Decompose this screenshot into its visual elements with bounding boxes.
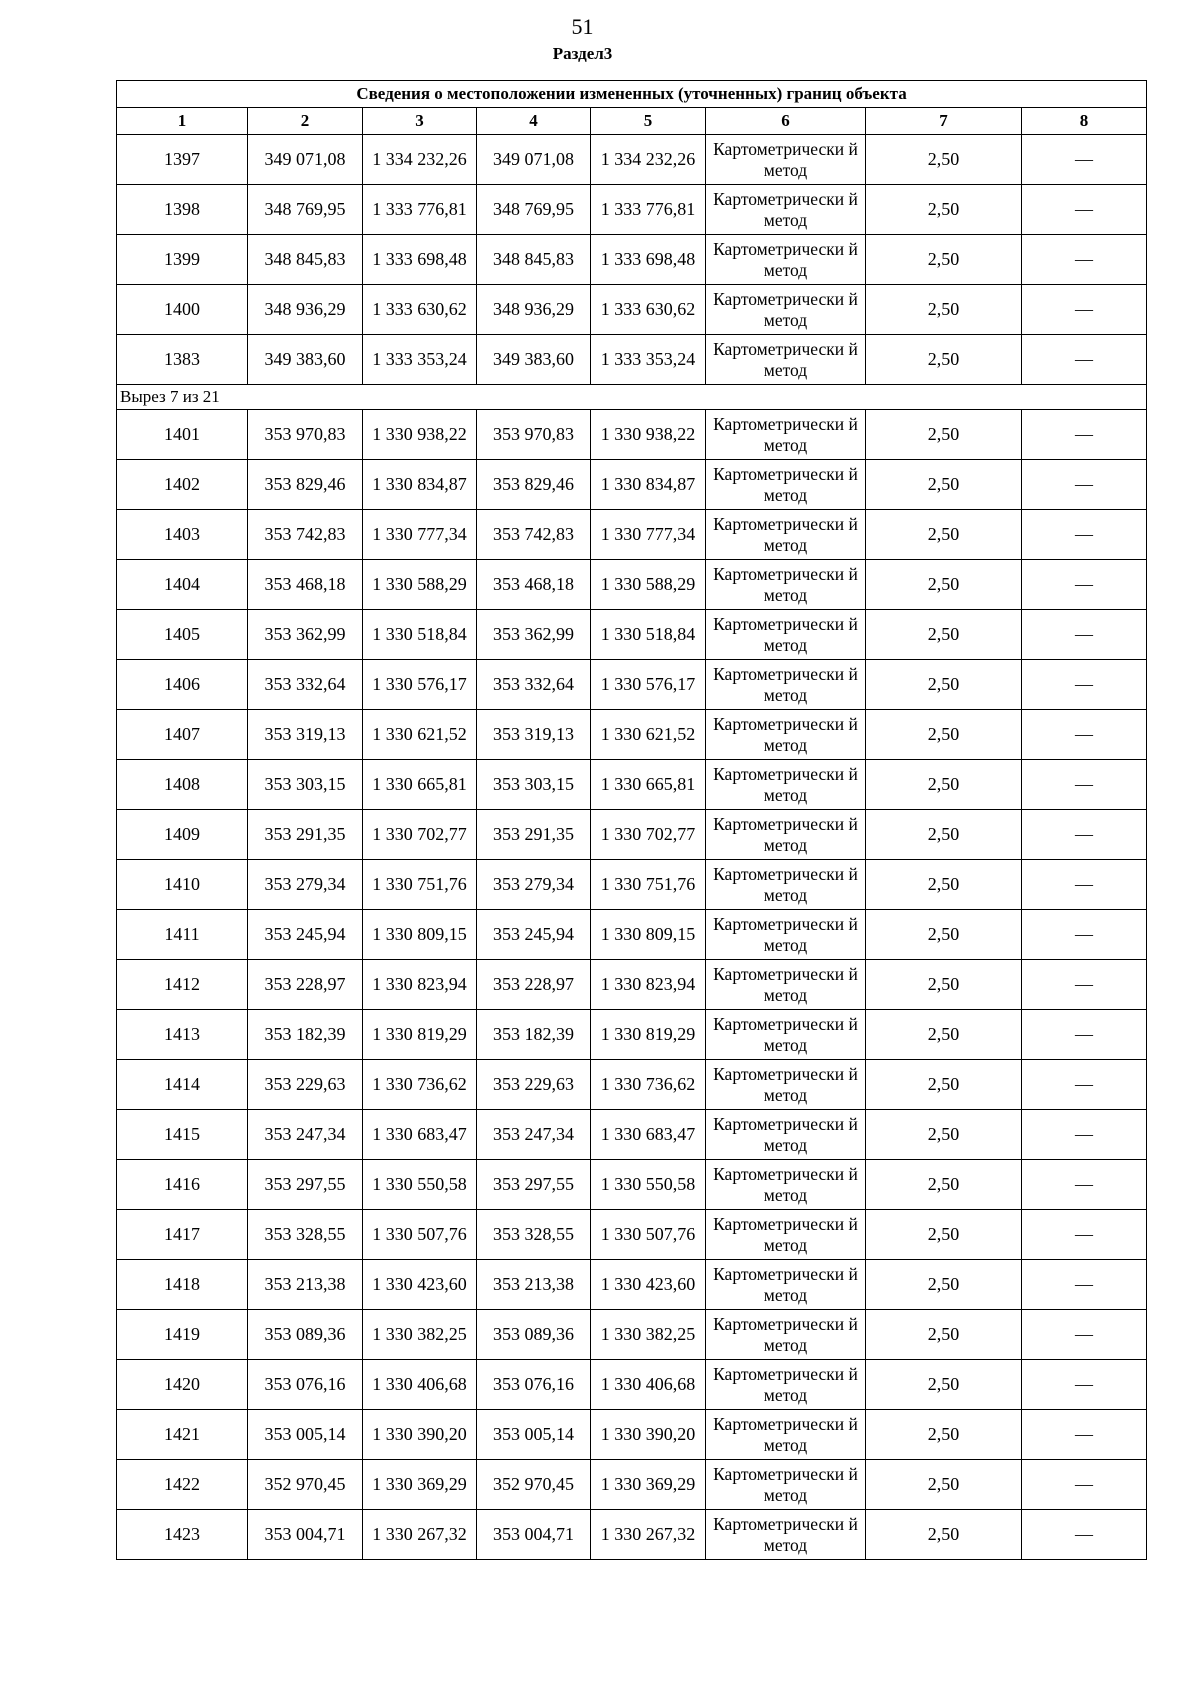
x-coordinate-cell: 353 829,46 (248, 460, 363, 510)
method-cell: Картометрически й метод (706, 760, 866, 810)
description-cell: — (1022, 1010, 1147, 1060)
x-coordinate-cell: 353 468,18 (248, 560, 363, 610)
x-coordinate-cell: 353 319,13 (477, 710, 591, 760)
description-cell: — (1022, 1310, 1147, 1360)
description-cell: — (1022, 135, 1147, 185)
y-coordinate-cell: 1 330 382,25 (591, 1310, 706, 1360)
x-coordinate-cell: 353 319,13 (248, 710, 363, 760)
page-number: 51 (571, 14, 594, 39)
accuracy-cell: 2,50 (866, 760, 1022, 810)
y-coordinate-cell: 1 330 683,47 (363, 1110, 477, 1160)
y-coordinate-cell: 1 330 550,58 (591, 1160, 706, 1210)
method-cell: Картометрически й метод (706, 1260, 866, 1310)
x-coordinate-cell: 349 071,08 (477, 135, 591, 185)
y-coordinate-cell: 1 330 809,15 (363, 910, 477, 960)
x-coordinate-cell: 353 970,83 (248, 410, 363, 460)
point-number-cell: 1400 (117, 285, 248, 335)
description-cell: — (1022, 1110, 1147, 1160)
y-coordinate-cell: 1 330 576,17 (363, 660, 477, 710)
x-coordinate-cell: 348 769,95 (248, 185, 363, 235)
description-cell: — (1022, 285, 1147, 335)
method-cell: Картометрически й метод (706, 960, 866, 1010)
y-coordinate-cell: 1 330 267,32 (591, 1510, 706, 1560)
x-coordinate-cell: 353 076,16 (477, 1360, 591, 1410)
accuracy-cell: 2,50 (866, 560, 1022, 610)
y-coordinate-cell: 1 333 353,24 (363, 335, 477, 385)
point-number-cell: 1403 (117, 510, 248, 560)
y-coordinate-cell: 1 333 630,62 (591, 285, 706, 335)
method-cell: Картометрически й метод (706, 1410, 866, 1460)
x-coordinate-cell: 353 332,64 (248, 660, 363, 710)
description-cell: — (1022, 1210, 1147, 1260)
y-coordinate-cell: 1 330 683,47 (591, 1110, 706, 1160)
point-number-cell: 1414 (117, 1060, 248, 1110)
point-number-cell: 1418 (117, 1260, 248, 1310)
point-number-cell: 1410 (117, 860, 248, 910)
method-cell: Картометрически й метод (706, 1210, 866, 1260)
description-cell: — (1022, 1410, 1147, 1460)
column-number: 7 (866, 108, 1022, 135)
y-coordinate-cell: 1 330 423,60 (591, 1260, 706, 1310)
method-cell: Картометрически й метод (706, 660, 866, 710)
accuracy-cell: 2,50 (866, 1010, 1022, 1060)
y-coordinate-cell: 1 330 423,60 (363, 1260, 477, 1310)
x-coordinate-cell: 353 332,64 (477, 660, 591, 710)
accuracy-cell: 2,50 (866, 810, 1022, 860)
description-cell: — (1022, 1460, 1147, 1510)
point-number-cell: 1411 (117, 910, 248, 960)
y-coordinate-cell: 1 330 938,22 (363, 410, 477, 460)
accuracy-cell: 2,50 (866, 1410, 1022, 1460)
accuracy-cell: 2,50 (866, 1310, 1022, 1360)
method-cell: Картометрически й метод (706, 560, 866, 610)
accuracy-cell: 2,50 (866, 860, 1022, 910)
point-number-cell: 1408 (117, 760, 248, 810)
y-coordinate-cell: 1 333 353,24 (591, 335, 706, 385)
description-cell: — (1022, 335, 1147, 385)
accuracy-cell: 2,50 (866, 1210, 1022, 1260)
x-coordinate-cell: 349 383,60 (248, 335, 363, 385)
point-number-cell: 1417 (117, 1210, 248, 1260)
y-coordinate-cell: 1 330 819,29 (591, 1010, 706, 1060)
accuracy-cell: 2,50 (866, 1160, 1022, 1210)
x-coordinate-cell: 353 279,34 (477, 860, 591, 910)
point-number-cell: 1416 (117, 1160, 248, 1210)
accuracy-cell: 2,50 (866, 185, 1022, 235)
x-coordinate-cell: 353 247,34 (248, 1110, 363, 1160)
y-coordinate-cell: 1 333 776,81 (363, 185, 477, 235)
y-coordinate-cell: 1 330 736,62 (363, 1060, 477, 1110)
x-coordinate-cell: 353 005,14 (477, 1410, 591, 1460)
y-coordinate-cell: 1 330 576,17 (591, 660, 706, 710)
table-row (117, 660, 1147, 710)
method-cell: Картометрически й метод (706, 1460, 866, 1510)
table-row (117, 135, 1147, 185)
table-row (117, 910, 1147, 960)
y-coordinate-cell: 1 330 518,84 (591, 610, 706, 660)
y-coordinate-cell: 1 330 267,32 (363, 1510, 477, 1560)
x-coordinate-cell: 353 005,14 (248, 1410, 363, 1460)
table-caption: Сведения о местоположении измененных (уточненных) границ объекта (117, 81, 1147, 108)
description-cell: — (1022, 1260, 1147, 1310)
point-number-cell: 1399 (117, 235, 248, 285)
x-coordinate-cell: 353 089,36 (477, 1310, 591, 1360)
table-row (117, 1310, 1147, 1360)
y-coordinate-cell: 1 330 702,77 (363, 810, 477, 860)
column-number: 2 (248, 108, 363, 135)
method-cell: Картометрически й метод (706, 910, 866, 960)
x-coordinate-cell: 353 004,71 (477, 1510, 591, 1560)
x-coordinate-cell: 353 182,39 (248, 1010, 363, 1060)
point-number-cell: 1405 (117, 610, 248, 660)
y-coordinate-cell: 1 333 630,62 (363, 285, 477, 335)
method-cell: Картометрически й метод (706, 410, 866, 460)
description-cell: — (1022, 410, 1147, 460)
table-row (117, 1460, 1147, 1510)
y-coordinate-cell: 1 330 751,76 (363, 860, 477, 910)
table-row (117, 1110, 1147, 1160)
y-coordinate-cell: 1 330 819,29 (363, 1010, 477, 1060)
method-cell: Картометрически й метод (706, 1010, 866, 1060)
description-cell: — (1022, 235, 1147, 285)
x-coordinate-cell: 353 247,34 (477, 1110, 591, 1160)
accuracy-cell: 2,50 (866, 235, 1022, 285)
x-coordinate-cell: 353 228,97 (248, 960, 363, 1010)
column-number: 3 (363, 108, 477, 135)
x-coordinate-cell: 353 328,55 (248, 1210, 363, 1260)
table-row (117, 610, 1147, 660)
method-cell: Картометрически й метод (706, 510, 866, 560)
table-row (117, 285, 1147, 335)
y-coordinate-cell: 1 330 809,15 (591, 910, 706, 960)
accuracy-cell: 2,50 (866, 1460, 1022, 1510)
description-cell: — (1022, 710, 1147, 760)
accuracy-cell: 2,50 (866, 1260, 1022, 1310)
accuracy-cell: 2,50 (866, 1110, 1022, 1160)
table-row (117, 810, 1147, 860)
x-coordinate-cell: 348 845,83 (477, 235, 591, 285)
y-coordinate-cell: 1 330 550,58 (363, 1160, 477, 1210)
point-number-cell: 1409 (117, 810, 248, 860)
x-coordinate-cell: 353 245,94 (248, 910, 363, 960)
accuracy-cell: 2,50 (866, 510, 1022, 560)
y-coordinate-cell: 1 330 823,94 (363, 960, 477, 1010)
accuracy-cell: 2,50 (866, 1060, 1022, 1110)
method-cell: Картометрически й метод (706, 335, 866, 385)
y-coordinate-cell: 1 333 698,48 (591, 235, 706, 285)
y-coordinate-cell: 1 330 834,87 (363, 460, 477, 510)
accuracy-cell: 2,50 (866, 610, 1022, 660)
y-coordinate-cell: 1 330 369,29 (363, 1460, 477, 1510)
point-number-cell: 1397 (117, 135, 248, 185)
description-cell: — (1022, 1360, 1147, 1410)
x-coordinate-cell: 353 297,55 (248, 1160, 363, 1210)
method-cell: Картометрически й метод (706, 1360, 866, 1410)
boundary-coordinates-table (116, 80, 1147, 1560)
method-cell: Картометрически й метод (706, 460, 866, 510)
table-row (117, 760, 1147, 810)
method-cell: Картометрически й метод (706, 185, 866, 235)
column-number: 8 (1022, 108, 1147, 135)
description-cell: — (1022, 810, 1147, 860)
table-row (117, 1360, 1147, 1410)
x-coordinate-cell: 353 362,99 (248, 610, 363, 660)
table-row (117, 460, 1147, 510)
y-coordinate-cell: 1 330 382,25 (363, 1310, 477, 1360)
x-coordinate-cell: 353 245,94 (477, 910, 591, 960)
point-number-cell: 1407 (117, 710, 248, 760)
method-cell: Картометрически й метод (706, 1060, 866, 1110)
section-title: Раздел3 (552, 44, 613, 63)
method-cell: Картометрически й метод (706, 1160, 866, 1210)
table-row (117, 410, 1147, 460)
point-number-cell: 1413 (117, 1010, 248, 1060)
column-number: 6 (706, 108, 866, 135)
point-number-cell: 1398 (117, 185, 248, 235)
point-number-cell: 1420 (117, 1360, 248, 1410)
x-coordinate-cell: 352 970,45 (477, 1460, 591, 1510)
y-coordinate-cell: 1 330 777,34 (591, 510, 706, 560)
y-coordinate-cell: 1 330 390,20 (591, 1410, 706, 1460)
description-cell: — (1022, 1160, 1147, 1210)
y-coordinate-cell: 1 334 232,26 (591, 135, 706, 185)
x-coordinate-cell: 353 213,38 (477, 1260, 591, 1310)
y-coordinate-cell: 1 330 369,29 (591, 1460, 706, 1510)
x-coordinate-cell: 353 303,15 (248, 760, 363, 810)
x-coordinate-cell: 349 383,60 (477, 335, 591, 385)
method-cell: Картометрически й метод (706, 235, 866, 285)
description-cell: — (1022, 660, 1147, 710)
y-coordinate-cell: 1 330 702,77 (591, 810, 706, 860)
point-number-cell: 1402 (117, 460, 248, 510)
accuracy-cell: 2,50 (866, 135, 1022, 185)
accuracy-cell: 2,50 (866, 1360, 1022, 1410)
y-coordinate-cell: 1 330 777,34 (363, 510, 477, 560)
accuracy-cell: 2,50 (866, 710, 1022, 760)
x-coordinate-cell: 353 742,83 (477, 510, 591, 560)
table-body (117, 135, 1147, 1560)
x-coordinate-cell: 353 228,97 (477, 960, 591, 1010)
accuracy-cell: 2,50 (866, 335, 1022, 385)
group-label: Вырез 7 из 21 (117, 385, 1147, 410)
x-coordinate-cell: 353 229,63 (477, 1060, 591, 1110)
x-coordinate-cell: 353 297,55 (477, 1160, 591, 1210)
method-cell: Картометрически й метод (706, 610, 866, 660)
table-row (117, 335, 1147, 385)
y-coordinate-cell: 1 333 698,48 (363, 235, 477, 285)
description-cell: — (1022, 960, 1147, 1010)
description-cell: — (1022, 760, 1147, 810)
y-coordinate-cell: 1 333 776,81 (591, 185, 706, 235)
method-cell: Картометрически й метод (706, 1310, 866, 1360)
point-number-cell: 1412 (117, 960, 248, 1010)
method-cell: Картометрически й метод (706, 285, 866, 335)
x-coordinate-cell: 353 291,35 (477, 810, 591, 860)
x-coordinate-cell: 348 769,95 (477, 185, 591, 235)
method-cell: Картометрически й метод (706, 1110, 866, 1160)
point-number-cell: 1423 (117, 1510, 248, 1560)
y-coordinate-cell: 1 330 507,76 (363, 1210, 477, 1260)
y-coordinate-cell: 1 330 406,68 (591, 1360, 706, 1410)
table-row (117, 960, 1147, 1010)
accuracy-cell: 2,50 (866, 910, 1022, 960)
x-coordinate-cell: 353 213,38 (248, 1260, 363, 1310)
description-cell: — (1022, 1510, 1147, 1560)
table-row (117, 710, 1147, 760)
y-coordinate-cell: 1 330 518,84 (363, 610, 477, 660)
table-row (117, 1010, 1147, 1060)
table-row (117, 1060, 1147, 1110)
y-coordinate-cell: 1 330 406,68 (363, 1360, 477, 1410)
description-cell: — (1022, 510, 1147, 560)
point-number-cell: 1419 (117, 1310, 248, 1360)
y-coordinate-cell: 1 330 938,22 (591, 410, 706, 460)
accuracy-cell: 2,50 (866, 460, 1022, 510)
table-row (117, 1510, 1147, 1560)
description-cell: — (1022, 185, 1147, 235)
x-coordinate-cell: 353 089,36 (248, 1310, 363, 1360)
accuracy-cell: 2,50 (866, 960, 1022, 1010)
y-coordinate-cell: 1 330 621,52 (591, 710, 706, 760)
x-coordinate-cell: 353 004,71 (248, 1510, 363, 1560)
table-row (117, 560, 1147, 610)
x-coordinate-cell: 353 303,15 (477, 760, 591, 810)
description-cell: — (1022, 560, 1147, 610)
x-coordinate-cell: 353 829,46 (477, 460, 591, 510)
x-coordinate-cell: 353 742,83 (248, 510, 363, 560)
description-cell: — (1022, 910, 1147, 960)
table-row (117, 1410, 1147, 1460)
y-coordinate-cell: 1 330 507,76 (591, 1210, 706, 1260)
column-number: 4 (477, 108, 591, 135)
y-coordinate-cell: 1 330 621,52 (363, 710, 477, 760)
accuracy-cell: 2,50 (866, 285, 1022, 335)
description-cell: — (1022, 1060, 1147, 1110)
x-coordinate-cell: 348 936,29 (248, 285, 363, 335)
point-number-cell: 1422 (117, 1460, 248, 1510)
x-coordinate-cell: 353 362,99 (477, 610, 591, 660)
x-coordinate-cell: 352 970,45 (248, 1460, 363, 1510)
description-cell: — (1022, 610, 1147, 660)
accuracy-cell: 2,50 (866, 1510, 1022, 1560)
y-coordinate-cell: 1 334 232,26 (363, 135, 477, 185)
point-number-cell: 1415 (117, 1110, 248, 1160)
accuracy-cell: 2,50 (866, 660, 1022, 710)
column-number: 5 (591, 108, 706, 135)
y-coordinate-cell: 1 330 751,76 (591, 860, 706, 910)
method-cell: Картометрически й метод (706, 1510, 866, 1560)
point-number-cell: 1421 (117, 1410, 248, 1460)
y-coordinate-cell: 1 330 823,94 (591, 960, 706, 1010)
group-row (117, 385, 1147, 410)
point-number-cell: 1401 (117, 410, 248, 460)
table-row (117, 1260, 1147, 1310)
accuracy-cell: 2,50 (866, 410, 1022, 460)
table-row (117, 185, 1147, 235)
x-coordinate-cell: 353 328,55 (477, 1210, 591, 1260)
x-coordinate-cell: 353 468,18 (477, 560, 591, 610)
table-row (117, 235, 1147, 285)
method-cell: Картометрически й метод (706, 710, 866, 760)
x-coordinate-cell: 353 182,39 (477, 1010, 591, 1060)
description-cell: — (1022, 460, 1147, 510)
x-coordinate-cell: 353 076,16 (248, 1360, 363, 1410)
method-cell: Картометрически й метод (706, 810, 866, 860)
y-coordinate-cell: 1 330 665,81 (363, 760, 477, 810)
point-number-cell: 1383 (117, 335, 248, 385)
x-coordinate-cell: 353 970,83 (477, 410, 591, 460)
x-coordinate-cell: 353 229,63 (248, 1060, 363, 1110)
description-cell: — (1022, 860, 1147, 910)
y-coordinate-cell: 1 330 588,29 (591, 560, 706, 610)
x-coordinate-cell: 348 845,83 (248, 235, 363, 285)
y-coordinate-cell: 1 330 390,20 (363, 1410, 477, 1460)
x-coordinate-cell: 348 936,29 (477, 285, 591, 335)
table-row (117, 860, 1147, 910)
table-row (117, 1160, 1147, 1210)
point-number-cell: 1404 (117, 560, 248, 610)
table-row (117, 1210, 1147, 1260)
point-number-cell: 1406 (117, 660, 248, 710)
y-coordinate-cell: 1 330 588,29 (363, 560, 477, 610)
y-coordinate-cell: 1 330 834,87 (591, 460, 706, 510)
column-number: 1 (117, 108, 248, 135)
method-cell: Картометрически й метод (706, 860, 866, 910)
y-coordinate-cell: 1 330 665,81 (591, 760, 706, 810)
table-row (117, 510, 1147, 560)
x-coordinate-cell: 353 291,35 (248, 810, 363, 860)
y-coordinate-cell: 1 330 736,62 (591, 1060, 706, 1110)
x-coordinate-cell: 349 071,08 (248, 135, 363, 185)
method-cell: Картометрически й метод (706, 135, 866, 185)
x-coordinate-cell: 353 279,34 (248, 860, 363, 910)
